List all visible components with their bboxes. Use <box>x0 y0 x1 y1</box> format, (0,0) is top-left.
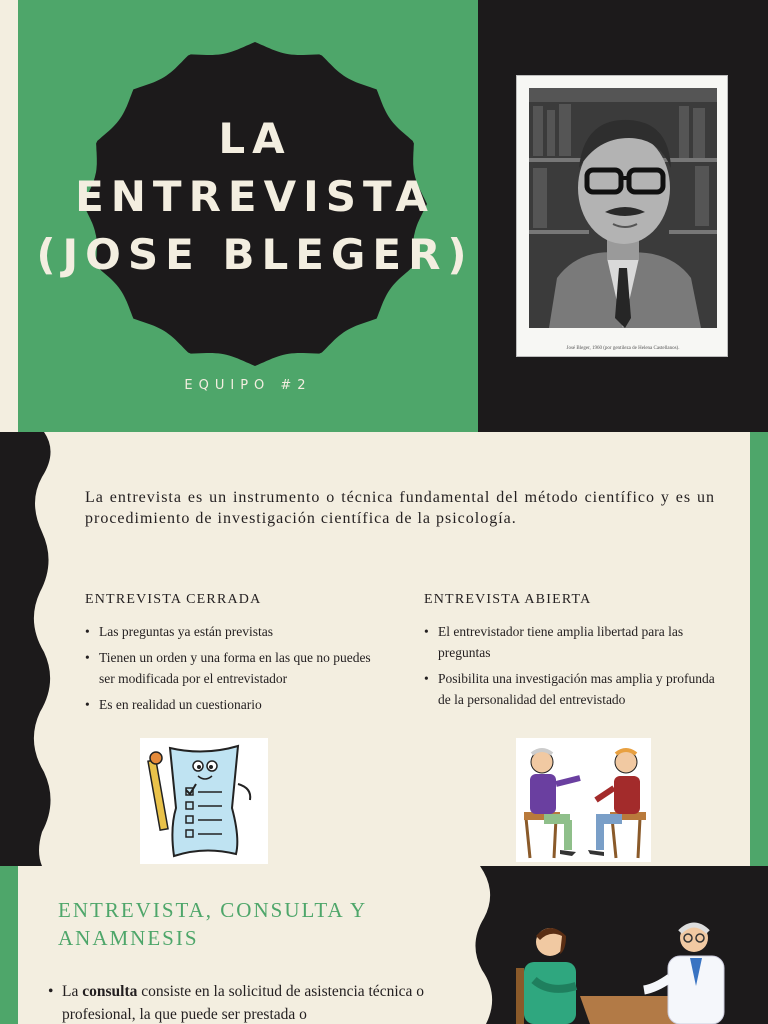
list-item: • El entrevistador tiene amplia libertad para las preguntas <box>424 621 724 663</box>
bullet-bold-term: consulta <box>82 983 138 1000</box>
title-line-2: ENTREVISTA <box>75 172 435 221</box>
list-item: • Tienen un orden y una forma en las que no puedes ser modificada por el entrevistador <box>85 647 385 689</box>
bullet-prefix: La <box>62 983 83 1000</box>
open-interview-list <box>424 621 724 715</box>
consultation-bullet <box>48 980 424 1024</box>
title-line-1: LA <box>218 114 292 163</box>
closed-interview-heading: ENTREVISTA CERRADA <box>85 592 262 607</box>
team-subtitle: EQUIPO #2 <box>184 378 312 393</box>
consultation-slide <box>0 866 768 1024</box>
photo-caption: José Bleger, 1960 (por gentileza de Helena Castellanos). <box>566 346 680 351</box>
definition-slide <box>0 432 768 866</box>
interview-clipart <box>516 738 651 862</box>
list-item: • Las preguntas ya están previstas <box>85 621 385 642</box>
title-slide <box>0 0 768 432</box>
title-line-3: (JOSE BLEGER) <box>36 230 474 279</box>
questionnaire-clipart <box>140 738 268 864</box>
green-side-strip <box>0 866 18 1024</box>
list-item: • Posibilita una investigación mas amplia y profunda de la personalidad del entrevistado <box>424 668 724 710</box>
bleger-photo <box>516 75 728 357</box>
open-interview-heading: ENTREVISTA ABIERTA <box>424 592 592 607</box>
green-side-strip <box>750 432 768 866</box>
intro-paragraph: La entrevista es un instrumento o técnica fundamental del método científico y es un procedimiento de investigación científica de la psicología. <box>85 489 715 527</box>
portrait-image <box>529 88 717 328</box>
list-item: • Es en realidad un cuestionario <box>85 694 385 715</box>
section-title: ENTREVISTA, CONSULTA Y ANAMNESIS <box>58 898 367 950</box>
bullet-dot: • <box>48 983 54 1000</box>
bullet-rest: consiste en la solicitud de asistencia técnica o profesional, la que puede ser prestada o <box>62 983 425 1023</box>
closed-interview-list <box>85 621 385 720</box>
consultation-clipart <box>510 916 740 1024</box>
slide-title <box>30 110 480 284</box>
black-wavy-edge <box>0 432 60 866</box>
